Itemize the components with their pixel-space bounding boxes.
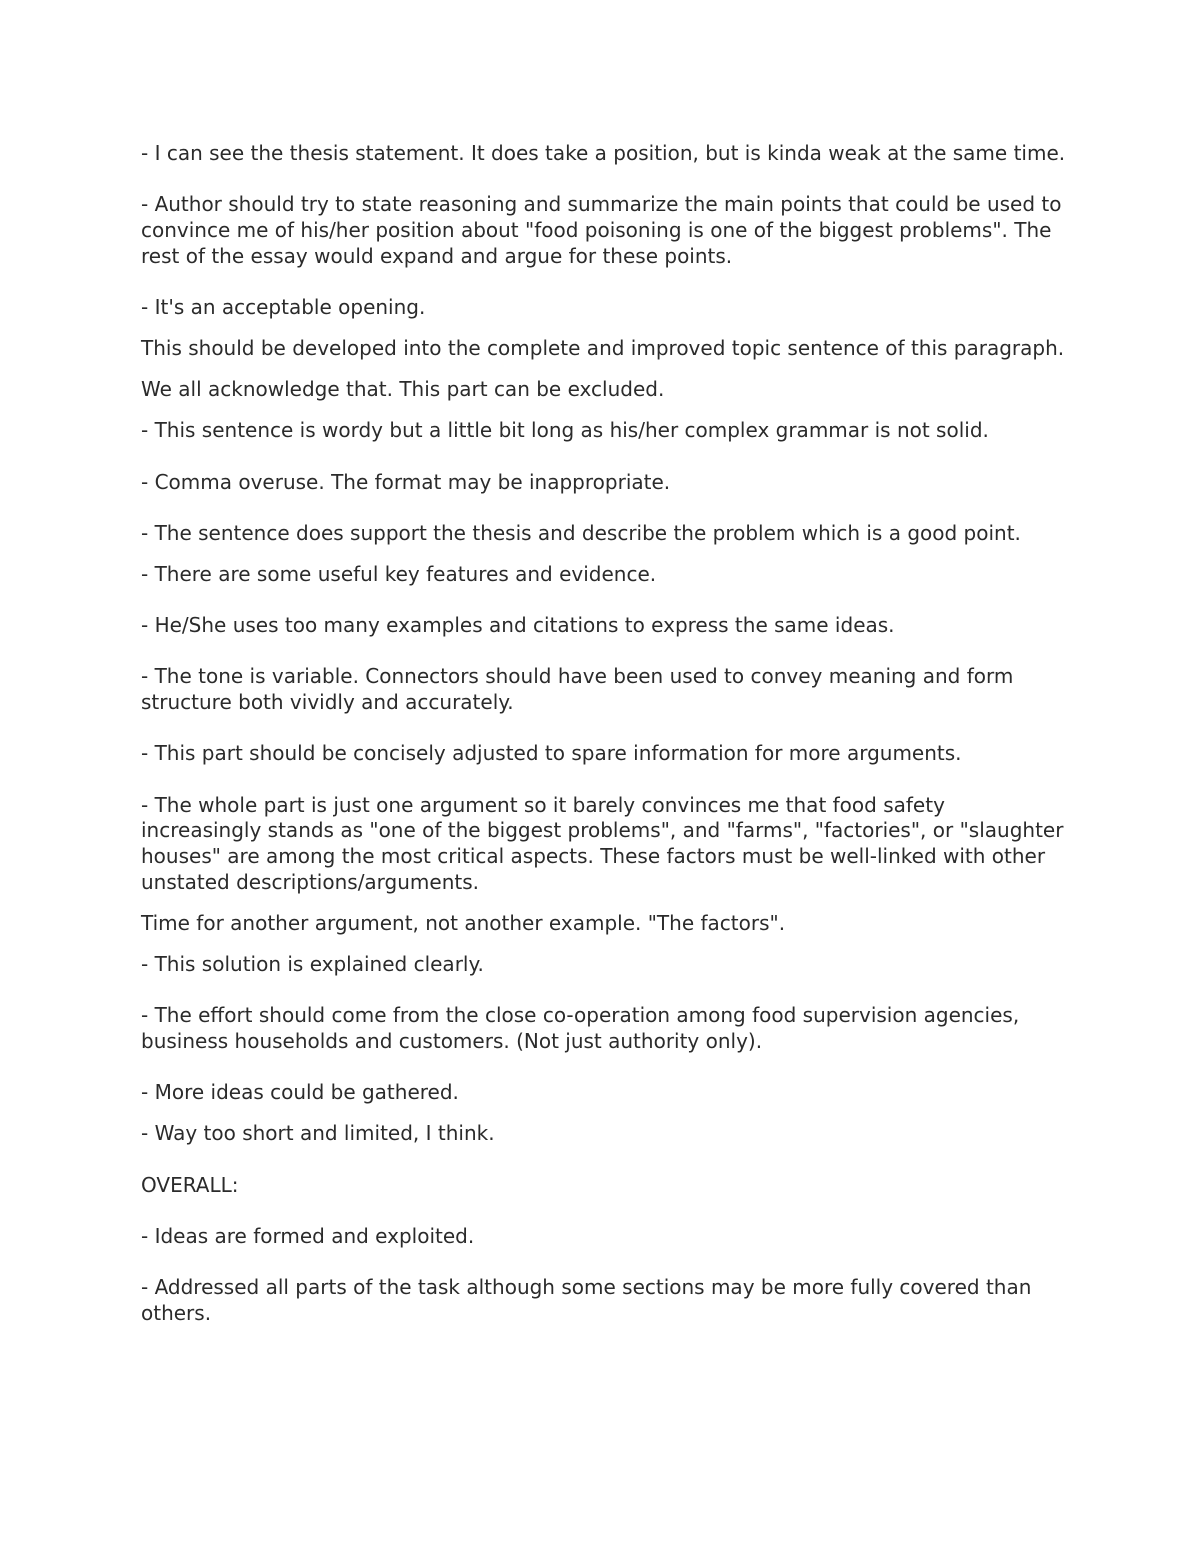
- comment-paragraph: - More ideas could be gathered.: [141, 1080, 459, 1105]
- comment-paragraph: - Comma overuse. The format may be inappropriate.: [141, 469, 671, 494]
- comment-paragraph: - This sentence is wordy but a little bit long as his/her complex grammar is not solid.: [141, 418, 989, 443]
- overall-heading: OVERALL:: [141, 1172, 239, 1197]
- comment-paragraph: - The effort should come from the close co-operation among food supervision agencies, business households and customers. (Not just authority only).: [141, 1003, 1020, 1053]
- comment-paragraph: - The whole part is just one argument so it barely convinces me that food safety increasingly stands as "one of the biggest problems", and "farms", "factories", or "slaughter houses" are among the most critical aspects. These factors must be well-linked with other unstated descriptions/arguments.: [141, 792, 1064, 894]
- document-body: [141, 141, 1066, 1352]
- comment-paragraph: - This part should be concisely adjusted to spare information for more arguments.: [141, 741, 962, 766]
- comment-paragraph: - This solution is explained clearly.: [141, 952, 484, 977]
- comment-paragraph: - Addressed all parts of the task although some sections may be more fully covered than others.: [141, 1274, 1032, 1325]
- comment-paragraph: - The sentence does support the thesis and describe the problem which is a good point.: [141, 520, 1021, 545]
- comment-paragraph: We all acknowledge that. This part can be excluded.: [141, 377, 665, 402]
- comment-paragraph: - I can see the thesis statement. It does take a position, but is kinda weak at the same time.: [141, 141, 1066, 165]
- comment-paragraph: - It's an acceptable opening.: [141, 294, 426, 319]
- comment-paragraph: Time for another argument, not another example. "The factors".: [141, 910, 786, 935]
- comment-paragraph: - There are some useful key features and evidence.: [141, 562, 657, 587]
- comment-paragraph: - He/She uses too many examples and citations to express the same ideas.: [141, 613, 895, 638]
- comment-paragraph: - Author should try to state reasoning and summarize the main points that could be used to convince me of his/her position about "food poisoning is one of the biggest problems". The rest of the essay would expand and argue for these points.: [141, 192, 1062, 268]
- comment-paragraph: - The tone is variable. Connectors should have been used to convey meaning and form structure both vividly and accurately.: [141, 664, 1014, 715]
- comment-paragraph: - Ideas are formed and exploited.: [141, 1223, 475, 1248]
- comment-paragraph: - Way too short and limited, I think.: [141, 1121, 495, 1146]
- comment-paragraph: This should be developed into the complete and improved topic sentence of this paragraph.: [141, 336, 1065, 361]
